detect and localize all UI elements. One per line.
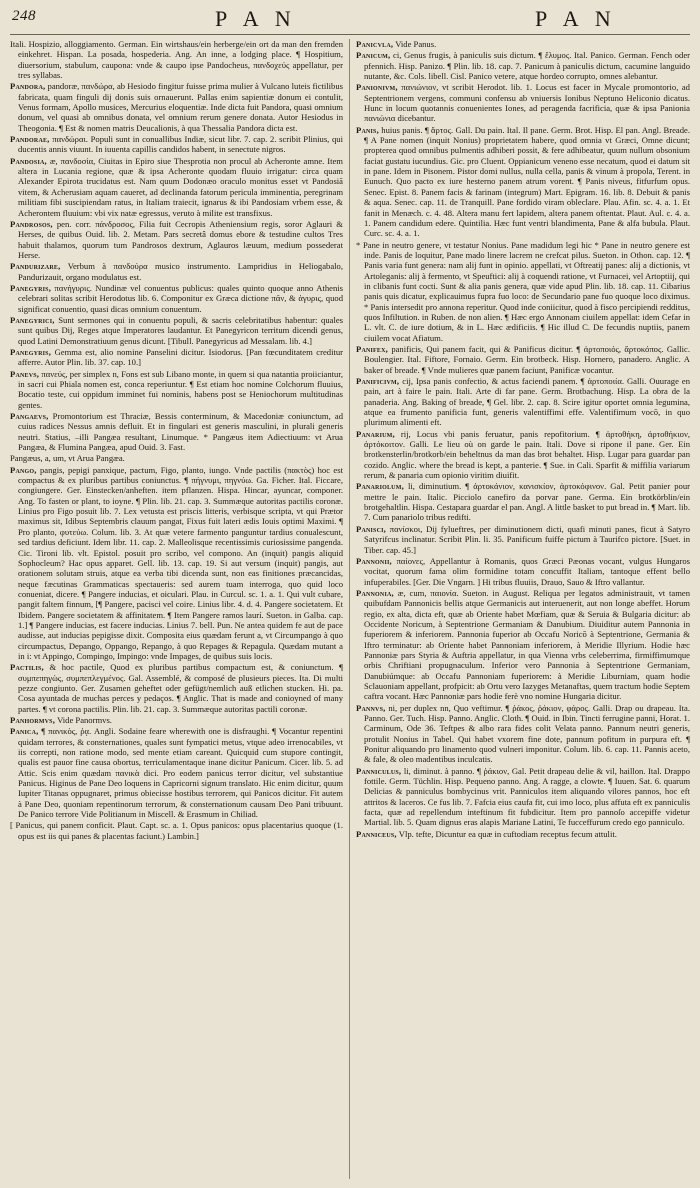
- dictionary-entry: [356, 429, 690, 481]
- entry-headword: Panifex,: [356, 343, 388, 354]
- entry-text: pangis, pepigi panxique, pactum, Figo, planto, iungo. Vnde pactilis (πακτὸς) hoc est compactus & ex pluribus partibus coniunctus. ¶ πήγνυμι, πηγνύω. Ga. Ficher. Ital. Ficcare, congiungere. Ger. Einstecken/anheften. item pflanzen. Hispa. Hincar, ayuncar, componer. Ang. To fasten or plant, to ioyne. ¶ Plin. lib. 21. cap. 3. Summæque autoritas pactilis coronæ. Linius pro Figo posuit lib. 7. Lex vetusta est priscis litteris, verbisque scripta, vt qui Prætor maximus sit, Idibus Septembris clauum pangat, Fixus fuit lateri ædis Iouis optimi Maximi. ¶ Pro planto, φυτεύω. Colum. lib. 3. At quæ vetere farmento panguntur tardius conualescunt, sed tardius deficiunt. Idem libr. 11. cap. 2. Malleolisque recentissimis curiosissime pangenda. Cic. Tironi lib. vlt. Epistol. posuit pro scribo, vel compono. An (inquit) pangis aliquid Sophocleum? Hac opus apparet. Gell. lib. 13. cap. 19. Si aut versum (inquit) pangis, aut orationem solutam struis, atque ea verba tibi dicenda sunt, non eas finitiones præcancidas, neque fæcutinas Grammaticas spectaueris: sed aurem tuam interroga, quo quid loco conueniat, dicere. ¶ Pangere inducias, et oiculari. Plau. in Curcul. sc. 1. a. 1. Qui vult cubare, pangit faltem finnum, [¶ Pangere, pacisci vel coire. Linius libr. 4. d. 4. Pangere societatem. Et Ibidem. Pangere societatem & affinitatem. ¶ Item Pangere ramos laurí. Sueton. in Galba. cap. 1.] ¶ Pangere inducias, est facere inducias. Linius 7. bell. Pun. Ne antea quidem fe aut de pace audisse, aut inducias pepigisse dixit. Composita eius quædam ferunt a, vt Circumpango à quo circumpactus, Depango, Oppango, Repango, à quo Repages & Repagula. Quædam mutant a in i: vt Appingo, Compingo, Impingo: vnde Impages, de quibus suis locis.: [18, 464, 343, 661]
- entry-text: pen. corr. πάνδροσος, Filia fuit Cecropis Atheniensium regis, soror Aglauri & Herses, de quibus Ouid. lib. 2. Metam. Pars secretâ domus ebore & testudine cultos Tres habuit thalamos, quorum tum Pandrosos dextrum, Aglauros læuum, medium possederat Herse.: [18, 218, 343, 260]
- entry-headword: Pandurizare,: [10, 261, 61, 272]
- entry-text: cij, Ipsa panis confectio, & actus faciendi panem. ¶ ἀρτοποιία. Galli. Ouurage en pain, art à faire le pain. Itali. Arte di far pane. Germ. Brotbachung. Hisp. La obra de la panaderia. Ang. Baking of breade, ¶ Gel. libr. 2. cap. 8. Scire igitur oportet omnia legumina, atque ea frumento panificia funt, generis valentiffimi effe. Valentifimum vocō, in quo plurimum alimenti eft.: [364, 376, 690, 428]
- entry-text: * Pane in neutro genere, vt testatur Nonius. Pane madidum legi hic * Pane in neutro genere est inde. Panis de loquitur, Pane mado linere lacrem ne crefcat pilus. Sueton. in Othon. cap. 12. ¶ Panis varia funt genera: nam alij funt in opinio. appellati, vt Oftreatij panes: alij a dictionis, vt Artoleganis: alij à fermento, vt Speuftici: alij à coquendi ratione, vt Furnacei, vel Artoptiij, qui in clibanis funt cocti. Sunt & alia panis genera, quæ vide apud Plin. lib. 18. cap. 11. Cibarius panis quis dicatur, explicauimus fupra fuo loco: de Secundario pane fuo quoque loco diximus. * Panis intersedit pro annona reperitur. Quod inde coniicitur, quod à fisco percipiendi redditus, quos Infiltution. in Ruben. de non alien. ¶ Hæc ergo Annonam ciuilem appellat: idem Cefar in L. vlt. C. de iure dotium, & in L. Hæc ædificiis. ¶ Hic illud C. De fecundis nuptiis, panem ciuilem vocat Afiatum.: [356, 239, 690, 343]
- entry-text: πανεύς, per simplex n, Fons est sub Libano monte, in quem si qua natantia proiiciantur, in sacri cui Phiala nomen est, conca reperiuntur. ¶ Est etiam hoc nomine Colchorum fluuius, Bocatio teste, cui oppidum imminet fui nominis, habens post se Heniochorum multitudinas gentes.: [18, 368, 343, 410]
- dictionary-entry: [356, 588, 690, 702]
- entry-headword: Panica,: [10, 726, 39, 737]
- entry-headword: Panevs,: [10, 368, 40, 379]
- entry-text: panificis, Qui panem facit, qui & Panificus dicitur. ¶ ἀρτοποιός, ἄρτοκόπος. Gallic. Boulengier. Ital. Fiftore, Fornaio. Germ. Ein brotbeck. Hisp. Hornero, panadero. Anglic. A baker of breade. ¶ Vnde mulieres quæ panem faciunt, Panificæ vocantur.: [364, 343, 690, 375]
- dictionary-entry: [10, 726, 343, 819]
- entry-headword: Panisci,: [356, 523, 387, 534]
- entry-text: Verbum à πανδούρα musico instrumento. Lampridius in Heliogabalo, Pandurizauit, organo modulatus est.: [18, 261, 343, 282]
- entry-headword: Panhormvs,: [10, 715, 56, 725]
- dictionary-entry: [10, 465, 343, 662]
- page-header: [10, 6, 690, 35]
- dictionary-entry: [10, 715, 343, 725]
- entry-text: πανδώραι. Populi sunt in conuallibus Indiæ, sicut libr. 7. cap. 2. scribit Plinius, qui ducentis annis viuunt. In iuuenta capillis candidos habent, in senectute nigros.: [18, 134, 343, 155]
- dictionary-entry: [356, 524, 690, 555]
- entry-headword: Panegyris,: [10, 346, 52, 357]
- entry-text: Itali. Hospizio, alloggiamento. German. Ein wirtshaus/ein herberge/ein ort da man den fremden einkehret. Hispan. La posada, hospederia. Ang. An inne, a lodging place. ¶ Hospitium, diuersorium, stabulum, caupona: vnde & caupo ipse Pandocheus, πανδοχεύς appellatur, per tres syllabas.: [10, 39, 343, 81]
- entry-text: Vide Panus.: [395, 39, 437, 49]
- entry-text: Sunt sermones qui in conuentu populi, & sacris celebritatibus habentur: quales sunt quibus Dij, Reges atque Imperatores laudantur. Et Panegyricon territum dicendi genus, quod Latini Demonstratiuum genus dicunt. [Tibull. Panegyricus ad Messalam. lib. 4.]: [18, 314, 343, 346]
- entry-headword: Panionivm,: [356, 82, 398, 93]
- dictionary-entry: [356, 50, 690, 81]
- dictionary-entry: [10, 369, 343, 410]
- entry-text: Vide Panormvs.: [57, 715, 112, 725]
- entry-text: huius panis. ¶ ἄρτος. Gall. Du pain. Ital. Il pane. Germ. Brot. Hisp. El pan. Angl. Breade. ¶ A Pane nomen (inquit Nonius) proprietatem habere, quod omnia vt Græci, Omne dicunt; propterea quod omnibus pulmentis adhiberi possit, & fere adhibeatur, quum nullum obsonium faciat gustatu iucundius. Gic. pro Cluent. Oppianicum veneno esse necatum, quod ei datum sit in pane. Idem in Pisonem. Pistor domi nullus, nulla cella, panis & vinum à propola, Terent. in Eunuch. Quo pacto ex iure hesterno panem atrum vorent. ¶ Panis niveus, fitfurfum opus. Senec. Epist. 8. Panem facis & farinam (integrum) Mart. Epigram. 16. lib. 8. Debuit & panis & aqua. Senec. cap. 11. de Tranquill. Pane fordido viram obleclare. Plau. Afin. sc. 4. a. 1. Et fanit in Menæch. c. 4. 48. Altera manu fert lapidem, altera panem oftentat. Plaut. Aul. c. 4. a. 1. Panem candidum edere. Quintilia. Hæc funt ventri blandimenta, Pane & alfa bubula. Plaut. Curc. sc. 4. a. 1.: [364, 124, 690, 239]
- dictionary-entry: [10, 81, 343, 133]
- entry-headword: Panicum,: [356, 50, 391, 61]
- dictionary-entry: [10, 134, 343, 155]
- dictionary-entry: [356, 481, 690, 522]
- running-head-left: P A N: [215, 6, 297, 31]
- entry-headword: Panegyris,: [10, 282, 52, 293]
- entry-text: ni, per duplex nn, Quo veftimur. ¶ ῥάκος, ῥάκιον, φάρος. Galli. Drap ou drapeau. Ita. Panno. Ger. Tuch. Hisp. Panno. Anglic. Cloth. ¶ Ouid. in Ibin. Tincti ferrugine panni, Horat. 1. Carminum, Ode 36. Teftpes & albo rara fides colit Velata panno. Pannum neutri generis, protulit Nonius in Tabel. Qui habet vxorem fine dote, pannum pofitum in purpura eft. ¶ Ponitur aliquando pro linamento quod vulneri imponitur. Colum. lib. 6. cap. 11. Pannis aceto, & fale, & oleo madentibus inculcatis.: [364, 702, 690, 765]
- entry-text: Pangæus, a, um, vt Arua Pangæa.: [10, 453, 125, 464]
- entry-text: πανιώνιον, vt scribit Herodot. lib. 1. Locus est facer in Mycale promontorio, ad Septentrionem vergens, communi confensu ab vniuersis Ionibus Neptuno Heliconio dicatus. Hunc in locum quotannis conuenientes Iones, ad peragenda facrificia, quæ & ipsa Panionia πανιώνια dicebantur.: [364, 82, 690, 124]
- entry-headword: Pandosia,: [10, 155, 47, 166]
- two-column-body: [10, 39, 690, 1179]
- dictionary-entry: [10, 453, 343, 463]
- entry-text: παίονες, Appellantur à Romanis, quos Græci Pæonas vocant, vulgus Hungaros vocitat, quorum fama olim formidine totam concuffit Italiam, tantoque effent bello infuperabiles. [Ger. Die Vngarn. ] Hi tribus fluuiis, Drauo, Sauo & Iftro vallantur.: [364, 555, 690, 587]
- dictionary-entry: [356, 703, 690, 765]
- entry-headword: Panegyrici,: [10, 314, 55, 325]
- dictionary-entry: [356, 82, 690, 123]
- dictionary-entry: [356, 829, 690, 839]
- entry-headword: Panis,: [356, 124, 379, 135]
- entry-text: [ Panicus, qui panem conficit. Plaut. Capt. sc. a. 1. Opus panicos: opus placentarius quoque (1. opus est iis qui panes & placentas faciunt.) Lambin.]: [10, 820, 343, 841]
- dictionary-entry: [356, 376, 690, 428]
- dictionary-entry: [356, 556, 690, 587]
- dictionary-entry: [10, 315, 343, 346]
- entry-text: ¶ πανικὸς, ῥᾳ. Angli. Sodaine feare wherewith one is disfraughi. ¶ Vocantur repentini quidam terrores, & consternationes, quales sunt fympatici metus, vtque adeo irrenocabiles, vt iis correpti, non ratione modo, sed mente etiam careant. Quicquid cum stupore contingit, qualis est pauor fine causa obortus, terriculamentaque inane dicitur Panicum. Cicer. lib. 5. ad Attic. Scis enim quædam πανικὰ dici. Pro eodem panicus terror dicitur, vel substantiue Panicus. Higinus de Pane Deo loquens in Capricorni signum translato. Hic enim dicitur, quum Iupiter Titanas oppugnaret, primus obiecisse hostibus terrorem, qui Panicos dicitur. Fit autem à Pane Deo, quoniam repentinorum terrorum, & consternationum causam Deo Pani tribuunt. De Panico terrore Vide Politianum in Miscell. & Erasmum in Chiliad.: [18, 726, 343, 820]
- entry-text: ci, Genus frugis, à paniculis suis dictum. ¶ ἔλυμος. Ital. Panico. German. Fench oder pfennich. Hisp. Panizo. ¶ Plin. lib. 18. cap. 7. Panicum à paniculis dictum, cacumine languido nutante, &c. Cols. libell. Cisl. Panico vetere, atque hordeo corrupto, omnes alebantur.: [364, 50, 690, 82]
- running-head-right: P A N: [535, 6, 617, 31]
- entry-headword: Pangaevs,: [10, 411, 49, 422]
- dictionary-entry: [10, 662, 343, 714]
- entry-text: rij, Locus vbi panis feruatur, panis repofitorium. ¶ ἀρτοθήκη, ἀρτοθήκιον, ἀρτόκοιτον. Galli. Le lieu où on garde le pain. Itali. Dove si ripone il pane. Ger. Ein brotkensterlin/brotkorb/ein beheltnus da man das brot behaltet. Hisp. Lugar para guardar pan cozido. Anglic. where the bread is kept, a panterie. ¶ Sue. in Cali. Sparfit & miffilia variarum rerum, & panaria cum opionio viritim diuifit.: [364, 428, 690, 481]
- entry-text: æ, πανδοσία, Ciuitas in Epiro siue Thesprotia non procul ab Acheronte amne. Item altera in Lucania regione, quæ & ipsa Acheronte quodam fluuio irrigatur: circa quam Alexander Epirota trucidatus est. Nam quum Dodonæo oraculo monitus esset vt Pandosiā vitem, & Acherusiam aquam caueret, ad declinanda fatorum pericula imminentia, peregrinam militiam fibi suscipiendam ratus, in Italiam traiecit, ignarus & ibi Pandosiam vrbem esse, & Acherontem fluuium: vbi vix natæ egressus, veruto à milite est transfixus.: [18, 155, 343, 218]
- entry-headword: Pandora,: [10, 81, 46, 92]
- entry-headword: Pandrosos,: [10, 218, 53, 229]
- dictionary-entry: [356, 125, 690, 239]
- dictionary-entry: [10, 261, 343, 282]
- dictionary-entry: [10, 347, 343, 368]
- dictionary-entry: [356, 766, 690, 828]
- left-column: [10, 39, 350, 1179]
- entry-text: li, diminut. à panno. ¶ ῥάκιον, Gal. Petit drapeau delie & vil, haillon. Ital. Drappo fottile. Germ. Tüchlin. Hisp. Pequeno panno. Ang. A ragge, a clowte. ¶ Iuuen. Sat. 6. quarum Delicias & panniculus bombycinus vrit. Panniculos item aliquando vilores pannos, hoc eft attritos & laceros. Ce fus lib. 7. Fafcia eius caufa fit, cui imo loco, plus affuta eft ex panniculis facta, quæ ad repellendum inteftinum fit fubdicitur. Item pro pannoſo accepiffe videtur Martial. lib. 5. Quam dignus eras alapis Mariane Latini, Te fucceffurum credo ego panniculo.: [364, 765, 690, 828]
- entry-headword: Panarium,: [356, 428, 395, 439]
- entry-headword: Pannonii,: [356, 555, 392, 566]
- entry-text: Gemma est, alio nomine Panselini dicitur. Isiodorus. [Pan fœcunditatem creditur afferre. Autor Plin. lib. 37. cap. 10.]: [18, 346, 344, 368]
- dictionary-entry: [356, 344, 690, 375]
- entry-text: πανήγυρις. Nundinæ vel conuentus publicus: quales quinto quoque anno Athenis celebrari solitas scribit Herodotus lib. 6. Componitur ex Græca dictione πᾶν, & ἀγυρις, quod significat conuentio, quasi dicas omnium conuentum.: [18, 282, 343, 314]
- dictionary-entry: [10, 411, 343, 452]
- entry-headword: Pango,: [10, 464, 37, 475]
- entry-text: æ, cum, παιονία. Sueton. in August. Reliqua per legatos administrauit, vt tamen quibufdam Pannonicis bellis atque Germanicis aut interuenerit, aut non longe abeffet. Horum regio, ex alta, dicta eft, quæ ab Oriente habet Mœfiam, quæ & Seruia & Bulgaria dicitur: ab Occidente Noricum, à Septentrione Germaniam & Danubium. Diuiditur autem Pannonia in fuperiorem & inferiorem. Pannonia fuperior ab Occafu Noricō à Septentrione, Germania & Iftro terminatur: ab Oriente habet Pannoniam inferiorem, à Meridie Illyrium. Hodie hæc Pannoniæ pars Styria & Auftria appellatur, in qua Vienna vrbs celeberrima, firmiffimumque orbis Chriftiani propugnaculum. Inferior vero Pannonia à Septentrione Germaniam, Danubiúmque: ab Occafu Pannoniam fuperiorem: à Meridie Liburniam, quam hodie Sclauoniam appellant, profpicit: ab Ortu vero Iazyges Metanaftas, quem tractum hodie Septem caftra vocant. Hæc Pannoniæ pars hodie ferè vno nomine Hungaria dicitur.: [364, 587, 690, 702]
- dictionary-entry: [10, 219, 343, 260]
- entry-text: Promontorium est Thraciæ, Bessis conterminum, & Macedoniæ coniunctum, ad cuius radices Nessus amnis defluit. Et in fingulari est generis masculini, in plurali generis neutri. Statius, –illi Pangæa resultant, Linumque. * Pangæus item Adiectiuum: vt Arua Pangæa, & Flumina Pangæa, apud Ouid. 3. Fast.: [18, 411, 343, 453]
- dictionary-entry: [356, 39, 690, 49]
- entry-text: & hoc pactile, Quod ex pluribus partibus compactum est, & coniunctum. ¶ συμπεπηγὼς, συμπεπλεγμένος. Gal. Assemblé, & composé de plusieurs pieces. Ita. Di multi pezze congiunto. Ger. Zusamen geheftet oder gefügt/nemlich auß etlichen stucken. Hi. pa. Cosa ayuntada de muchas perces y pedaços. ¶ Anglic. That is made and conioyned of many partes. ¶ vt corona pactilis. Plin. lib. 21. cap. 3. Summæque autoritas pactili coronæ.: [18, 662, 343, 714]
- entry-text: li, diminutium. ¶ ἀρτοκάνιον, κανισκίον, ἀρτοκόφινον. Gal. Petit panier pour mettre le pain. Italic. Picciolo canefiro da porvar pane. Germa. Ein brotkörblin/ein brotgehaltlin. Hispa. Cestapara guardar el pan. Angl. A little basket to put bread in. ¶ Mart. lib. 7. Cum panariolo tribus redifti.: [364, 481, 690, 523]
- dictionary-entry: [10, 820, 343, 841]
- entry-headword: Pactilis,: [10, 662, 44, 673]
- right-column: [350, 39, 690, 1179]
- entry-text: Vlp. tefte, Dicuntur ea quæ in cuftodiam receptus fecum attulit.: [398, 828, 617, 839]
- page-number: 248: [12, 8, 36, 24]
- entry-headword: Pannvs,: [356, 702, 386, 713]
- dictionary-entry: [356, 240, 690, 343]
- dictionary-entry: [10, 283, 343, 314]
- entry-headword: Panniculus,: [356, 765, 402, 776]
- entry-headword: Panicvla,: [356, 39, 394, 49]
- entry-headword: Pandorae,: [10, 134, 50, 145]
- entry-headword: Panniceus,: [356, 828, 397, 839]
- entry-text: pandoræ, πανδώρα, ab Hesiodo fingitur fuisse prima mulier à Vulcano luteis fictilibus fabricata, quam finguli dij donis suis ornauerunt. Pallas enim sapientiæ donum ei contulit, Venus formam, Apollo musices, Mercurius eloquentiæ. Inde dicta fuit Pandora, quasi omnium donum, vel quasi ab omnibus donata, vel omnium rerum genere donata. Autor Hesiodus in Theogonia. ¶ Est & nomen matris Deucalionis, à qua Thessalia Pandora dicta est.: [18, 81, 343, 133]
- entry-headword: Panariolum,: [356, 481, 404, 492]
- entry-headword: Pannonia,: [356, 587, 394, 598]
- dictionary-entry: [10, 156, 343, 218]
- entry-headword: Panificivm,: [356, 376, 400, 386]
- dictionary-entry: [10, 39, 343, 80]
- entry-text: πανίσκοι, Dij fylueftres, per diminutionem dicti, quafi minuti panes, ficut à Satyro Satyrifcus inclinatur. Scribit Plin. li. 35. Panificum fuiffe pictum à Taurifco pictore. [Suet. in Tiber. cap. 45.]: [364, 523, 690, 555]
